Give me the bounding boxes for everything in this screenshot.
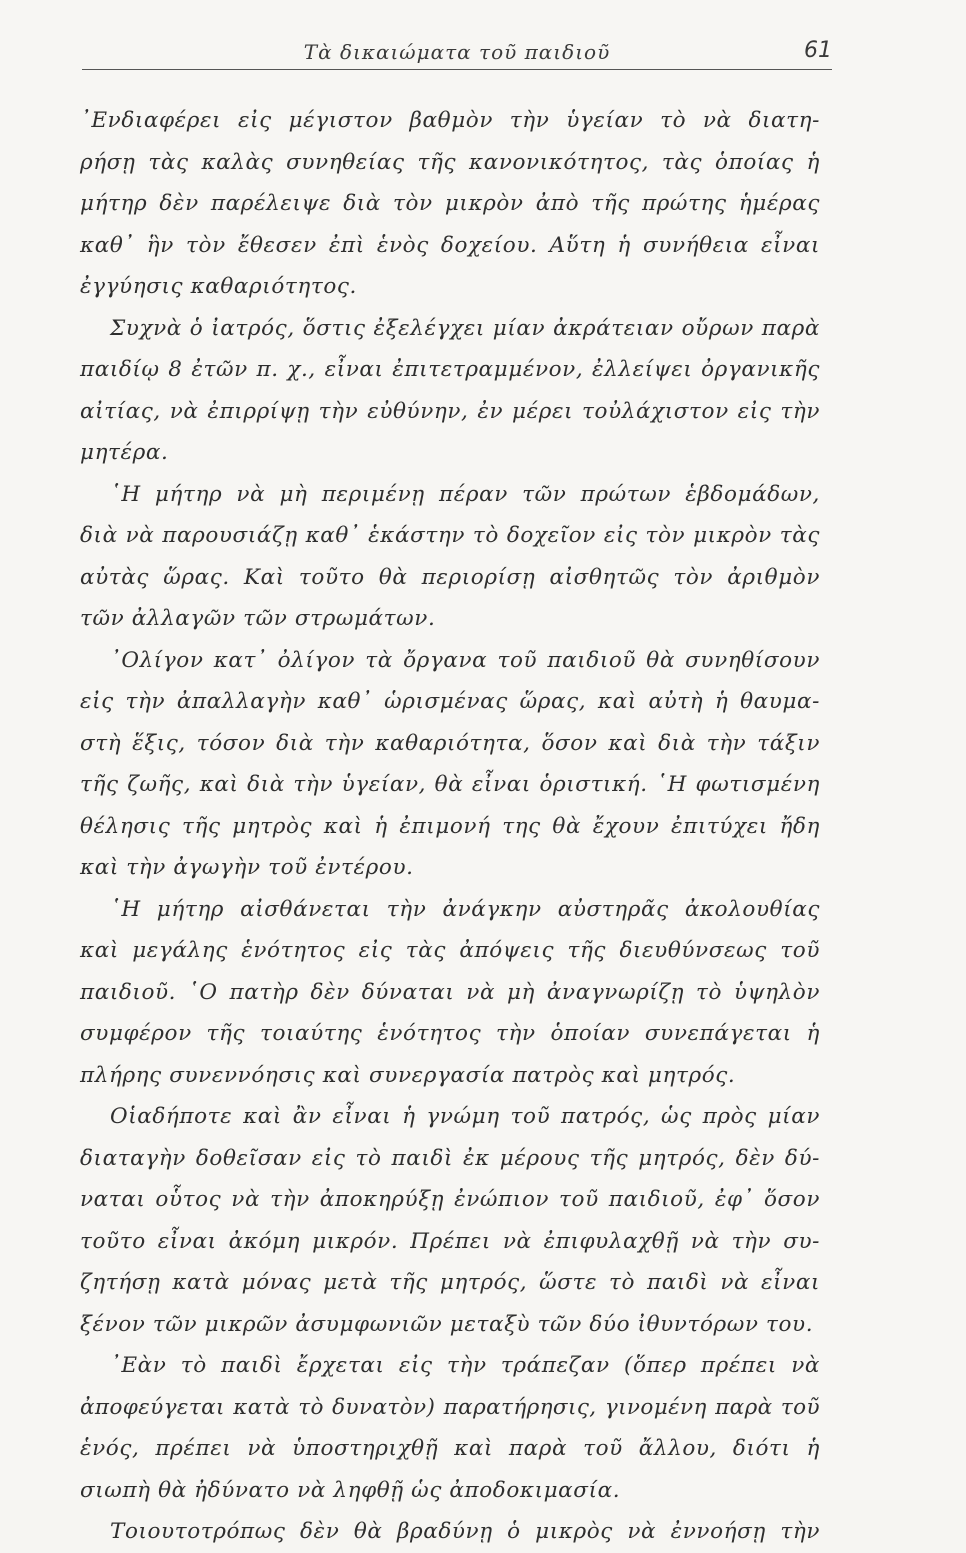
text-line: πλήρης συνεννόησις καὶ συνεργασία πατρὸς καὶ μητρός. <box>80 1062 736 1088</box>
text-line: ᾿Ενδιαφέρει εἰς μέγιστον βαθμὸν τὴν ὑγείαν τὸ νὰ διατη- <box>80 108 820 133</box>
text-line: ῾Η μήτηρ αἰσθάνεται τὴν ἀνάγκην αὐστηρᾶς ἀκολουθίας <box>110 896 820 922</box>
text-line: μήτηρ δὲν παρέλειψε διὰ τὸν μικρὸν ἀπὸ τῆς πρώτης ἡμέρας <box>80 191 820 216</box>
text-line: διαταγὴν δοθεῖσαν εἰς τὸ παιδὶ ἐκ μέρους τῆς μητρός, δὲν δύ- <box>80 1145 820 1171</box>
text-line: διὰ νὰ παρουσιάζῃ καθ᾿ ἑκάστην τὸ δοχεῖον εἰς τὸν μικρὸν τὰς <box>80 523 820 548</box>
text-line: ᾿Εὰν τὸ παιδὶ ἔρχεται εἰς τὴν τράπεζαν (ὅπερ πρέπει νὰ <box>110 1353 820 1378</box>
text-line: τῶν ἀλλαγῶν τῶν στρωμάτων. <box>80 606 436 631</box>
text-line: στὴ ἕξις, τόσον διὰ τὴν καθαριότητα, ὅσον καὶ διὰ τὴν τάξιν <box>80 730 820 756</box>
text-line: ζητήσῃ κατὰ μόνας μετὰ τῆς μητρός, ὥστε τὸ παιδὶ νὰ εἶναι <box>80 1270 820 1295</box>
text-line: ναται οὗτος νὰ τὴν ἀποκηρύξῃ ἐνώπιον τοῦ παιδιοῦ, ἐφ᾿ ὅσον <box>80 1187 820 1212</box>
running-head <box>82 34 832 74</box>
body-text <box>80 100 820 1553</box>
text-line: αὐτὰς ὥρας. Καὶ τοῦτο θὰ περιορίσῃ αἰσθητῶς τὸν ἀριθμὸν <box>80 564 820 590</box>
running-title: Τὰ δικαιώματα τοῦ παιδιοῦ <box>303 40 611 64</box>
text-line: ἑνός, πρέπει νὰ ὑποστηριχθῇ καὶ παρὰ τοῦ ἄλλου, διότι ἡ <box>80 1436 820 1461</box>
text-line: ρήσῃ τὰς καλὰς συνηθείας τῆς κανονικότητος, τὰς ὁποίας ἡ <box>80 149 820 175</box>
text-line: τῆς ζωῆς, καὶ διὰ τὴν ὑγείαν, θὰ εἶναι ὁριστική. ῾Η φωτισμένη <box>80 772 820 797</box>
text-line: παιδίῳ 8 ἐτῶν π. χ., εἶναι ἐπιτετραμμένον, ἐλλείψει ὀργανικῆς <box>80 357 820 382</box>
text-line: παιδιοῦ. ῾Ο πατὴρ δὲν δύναται νὰ μὴ ἀναγνωρίζῃ τὸ ὑψηλὸν <box>80 979 820 1005</box>
text-line: Τοιουτοτρόπως δὲν θὰ βραδύνῃ ὁ μικρὸς νὰ ἐννοήσῃ τὴν <box>110 1519 820 1544</box>
text-line: αἰτίας, νὰ ἐπιρρίψῃ τὴν εὐθύνην, ἐν μέρει τοὐλάχιστον εἰς τὴν <box>80 398 820 424</box>
text-line: καὶ μεγάλης ἑνότητος εἰς τὰς ἀπόψεις τῆς διευθύνσεως τοῦ <box>80 938 820 963</box>
page-number: 61 <box>804 38 832 63</box>
text-line: καθ᾿ ἣν τὸν ἔθεσεν ἐπὶ ἑνὸς δοχείου. Αὕτη ἡ συνήθεια εἶναι <box>80 232 820 258</box>
text-line: ἀποφεύγεται κατὰ τὸ δυνατὸν) παρατήρησις, γινομένη παρὰ τοῦ <box>80 1394 820 1420</box>
text-line: μητέρα. <box>80 440 169 465</box>
text-line: σιωπὴ θὰ ἠδύνατο νὰ ληφθῇ ὡς ἀποδοκιμασία. <box>80 1477 621 1503</box>
text-line: ᾿Ολίγον κατ᾿ ὀλίγον τὰ ὄργανα τοῦ παιδιοῦ θὰ συνηθίσουν <box>110 647 820 673</box>
text-line: ξένον τῶν μικρῶν ἀσυμφωνιῶν μεταξὺ τῶν δύο ἰθυντόρων του. <box>80 1311 814 1337</box>
text-line: ἐγγύησις καθαριότητος. <box>80 274 357 299</box>
text-line: καὶ τὴν ἀγωγὴν τοῦ ἐντέρου. <box>80 855 414 880</box>
text-line: εἰς τὴν ἀπαλλαγὴν καθ᾿ ὡρισμένας ὥρας, καὶ αὐτὴ ἡ θαυμα- <box>80 689 820 714</box>
text-line: Οἱαδήποτε καὶ ἂν εἶναι ἡ γνώμη τοῦ πατρός, ὡς πρὸς μίαν <box>110 1104 820 1129</box>
text-line: τοῦτο εἶναι ἀκόμη μικρόν. Πρέπει νὰ ἐπιφυλαχθῇ νὰ τὴν συ- <box>80 1228 820 1254</box>
text-line: θέλησις τῆς μητρὸς καὶ ἡ ἐπιμονή της θὰ ἔχουν ἐπιτύχει ἤδη <box>80 813 820 839</box>
text-line: ῾Η μήτηρ νὰ μὴ περιμένῃ πέραν τῶν πρώτων ἑβδομάδων, <box>110 481 820 507</box>
text-line: συμφέρον τῆς τοιαύτης ἑνότητος τὴν ὁποίαν συνεπάγεται ἡ <box>80 1021 820 1046</box>
header-rule <box>82 69 832 70</box>
text-line: Συχνὰ ὁ ἰατρός, ὅστις ἐξελέγχει μίαν ἀκράτειαν οὔρων παρὰ <box>110 315 820 341</box>
